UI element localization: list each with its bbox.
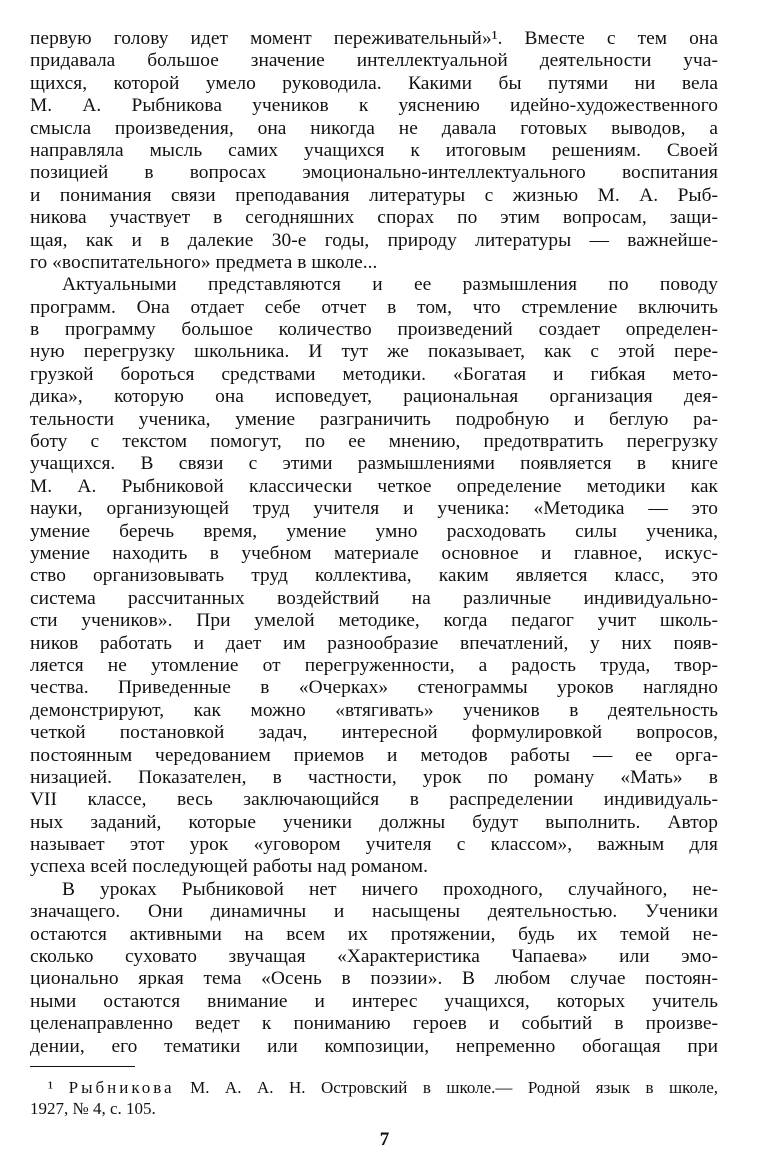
text-line: в программу большое количество произведений создает определен-	[30, 319, 718, 341]
text-line: сти учеников». При умелой методике, когда педагог учит школь-	[30, 610, 718, 632]
text-line: щихся, которой умело руководила. Какими бы путями ни вела	[30, 72, 718, 94]
text-line: умение находить в учебном материале основное и главное, искус-	[30, 542, 718, 564]
text-line: го «воспитательного» предмета в школе...	[30, 251, 378, 273]
text-line: ными остаются внимание и интерес учащихся, которых учитель	[30, 990, 718, 1012]
footnote-divider	[30, 1066, 135, 1067]
text-line: успеха всей последующей работы над романом.	[30, 856, 429, 878]
text-line: целенаправленно ведет к пониманию героев и событий в произве-	[30, 1013, 718, 1035]
text-line: придавала большое значение интеллектуальной деятельности уча-	[30, 50, 718, 72]
text-line: чества. Приведенные в «Очерках» стенограммы уроков наглядно	[30, 677, 718, 699]
text-line: ционально яркая тема «Осень в поэзии». В любом случае постоян-	[30, 968, 718, 990]
text-line: и понимания связи преподавания литературы с жизнью М. А. Рыб-	[30, 184, 718, 206]
text-line: тельности ученика, умение разграничить подробную и беглую ра-	[30, 408, 718, 430]
footnote	[30, 1077, 718, 1119]
page-number: 7	[379, 1129, 390, 1150]
text-line: ников работать и дает им разнообразие впечатлений, у них появ-	[30, 632, 718, 654]
footnote-line-1	[30, 1077, 718, 1098]
text-line: дении, его тематики или композиции, непременно обогащая при	[30, 1035, 718, 1057]
text-line: ных заданий, которые ученики должны будут выполнить. Автор	[30, 811, 718, 833]
text-line: М. А. Рыбникова учеников к уяснению идейно-художественного	[30, 95, 718, 117]
page-body	[30, 28, 718, 1058]
text-line: боту с текстом помогут, по ее мнению, предотвратить перегрузку	[30, 431, 718, 453]
text-line: значащего. Они динамичны и насыщены деятельностью. Ученики	[30, 901, 718, 923]
text-line: позицией в вопросах эмоционально-интеллектуального воспитания	[30, 162, 718, 184]
text-line: система рассчитанных воздействий на различные индивидуально-	[30, 587, 718, 609]
text-line: первую голову идет момент переживательный»¹. Вместе с тем она	[30, 28, 718, 49]
text-line: М. А. Рыбниковой классически четкое определение методики как	[30, 475, 718, 497]
text-line: учащихся. В связи с этими размышлениями появляется в книге	[30, 453, 718, 475]
text-line: направляла мысль самих учащихся к итоговым решениям. Своей	[30, 139, 718, 161]
text-line: называет этот урок «уговором учителя с классом», важным для	[30, 834, 718, 856]
text-line: низацией. Показателен, в частности, урок по роману «Мать» в	[30, 766, 718, 788]
text-line: никова участвует в сегодняшних спорах по этим вопросам, защи-	[30, 207, 718, 229]
text-line: сколько суховато звучащая «Характеристика Чапаева» или эмо-	[30, 946, 718, 968]
text-line: науки, организующей труд учителя и ученика: «Методика — это	[30, 498, 718, 520]
footnote-author: Рыбникова	[68, 1078, 175, 1097]
text-line: умение беречь время, умение умно расходовать силы ученика,	[30, 520, 718, 542]
text-line: В уроках Рыбниковой нет ничего проходного, случайного, не-	[62, 878, 718, 900]
text-line: Актуальными представляются и ее размышления по поводу	[62, 274, 718, 296]
text-line: ную перегрузку школьника. И тут же показывает, как с этой пере-	[30, 341, 718, 363]
text-line: четкой постановкой задач, интересной формулировкой вопросов,	[30, 722, 718, 744]
text-line: ляется не утомление от перегруженности, а радость труда, твор-	[30, 654, 718, 676]
text-line: демонстрируют, как можно «втягивать» учеников в деятельность	[30, 699, 718, 721]
text-line: программ. Она отдает себе отчет в том, что стремление включить	[30, 296, 718, 318]
footnote-marker: ¹	[48, 1078, 54, 1097]
footnote-source: М. А. А. Н. Островский в школе.— Родной язык в школе,	[190, 1078, 719, 1097]
text-line: постоянным чередованием приемов и методов работы — ее орга-	[30, 744, 718, 766]
text-line: щая, как и в далекие 30-е годы, природу литературы — важнейше-	[30, 229, 718, 251]
text-line: дика», которую она исповедует, рациональная организация дея-	[30, 386, 718, 408]
footnote-line-2: 1927, № 4, с. 105.	[30, 1099, 156, 1118]
text-line: смысла произведения, она никогда не давала готовых выводов, а	[30, 117, 718, 139]
text-line: VII классе, весь заключающийся в распределении индивидуаль-	[30, 789, 718, 811]
text-line: грузкой бороться средствами методики. «Богатая и гибкая мето-	[30, 363, 718, 385]
text-line: остаются активными на всем их протяжении, будь их темой не-	[30, 923, 718, 945]
text-line: ство организовывать труд коллектива, каким является класс, это	[30, 565, 718, 587]
